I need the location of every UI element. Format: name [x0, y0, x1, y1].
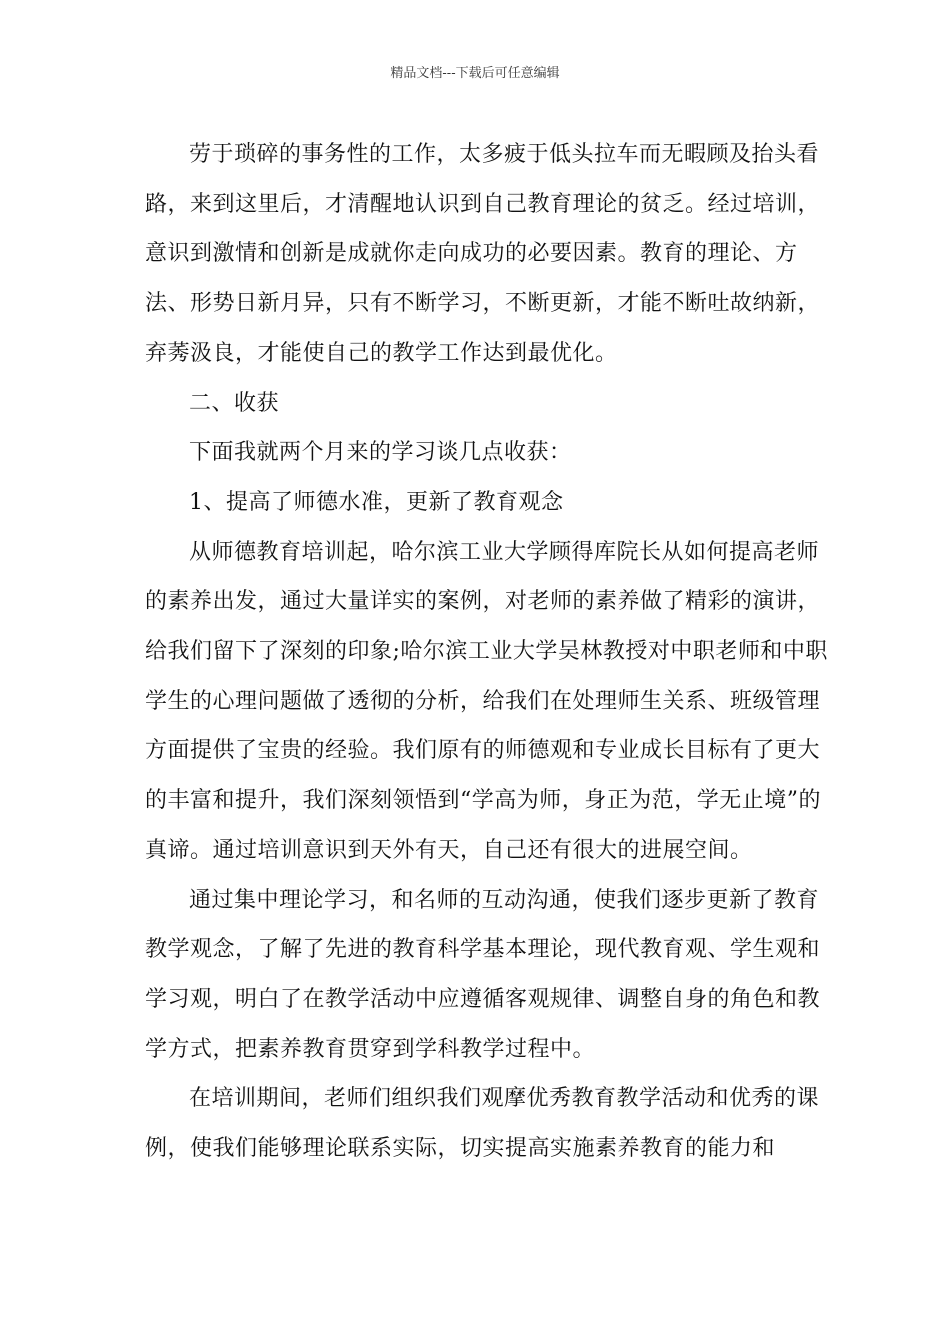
paragraph-ethics-training: 从师德教育培训起，哈尔滨工业大学顾得库院长从如何提高老师的素养出发，通过大量详实的案例，对老师的素养做了精彩的演讲，给我们留下了深刻的印象;哈尔滨工业大学吴林教授对中职老师和中职学生的心理问题做了透彻的分析，给我们在处理师生关系、班级管理方面提供了宝贵的经验。我们原有的师德观和专业成长目标有了更大的丰富和提升，我们深刻领悟到“学高为师，身正为范，学无止境”的真谛。通过培训意识到天外有天，自己还有很大的进展空间。 — [145, 539, 828, 863]
document-body — [145, 130, 835, 1174]
paragraph-theory-study: 通过集中理论学习，和名师的互动沟通，使我们逐步更新了教育教学观念，了解了先进的教育科学基本理论，现代教育观、学生观和学习观，明白了在教学活动中应遵循客观规律、调整自身的角色和教学方式，把素养教育贯穿到学科教学过程中。 — [145, 887, 821, 1062]
paragraph-observation: 在培训期间，老师们组织我们观摩优秀教育教学活动和优秀的课例，使我们能够理论联系实际，切实提高实施素养教育的能力和 — [145, 1086, 820, 1162]
paragraph-reflection: 劳于琐碎的事务性的工作，太多疲于低头拉车而无暇顾及抬头看路，来到这里后，才清醒地认识到自己教育理论的贫乏。经过培训，意识到激情和创新是成就你走向成功的必要因素。教育的理论、方法、形势日新月异，只有不断学习，不断更新，才能不断吐故纳新，弃莠汲良，才能使自己的教学工作达到最优化。 — [145, 142, 821, 366]
section-heading-harvest: 二、收获 — [189, 390, 280, 416]
page-header: 精品文档---下载后可任意编辑 — [390, 66, 560, 81]
paragraph-intro: 下面我就两个月来的学习谈几点收获： — [189, 440, 572, 466]
subheading-ethics: 1、提高了师德水准，更新了教育观念 — [189, 489, 564, 515]
